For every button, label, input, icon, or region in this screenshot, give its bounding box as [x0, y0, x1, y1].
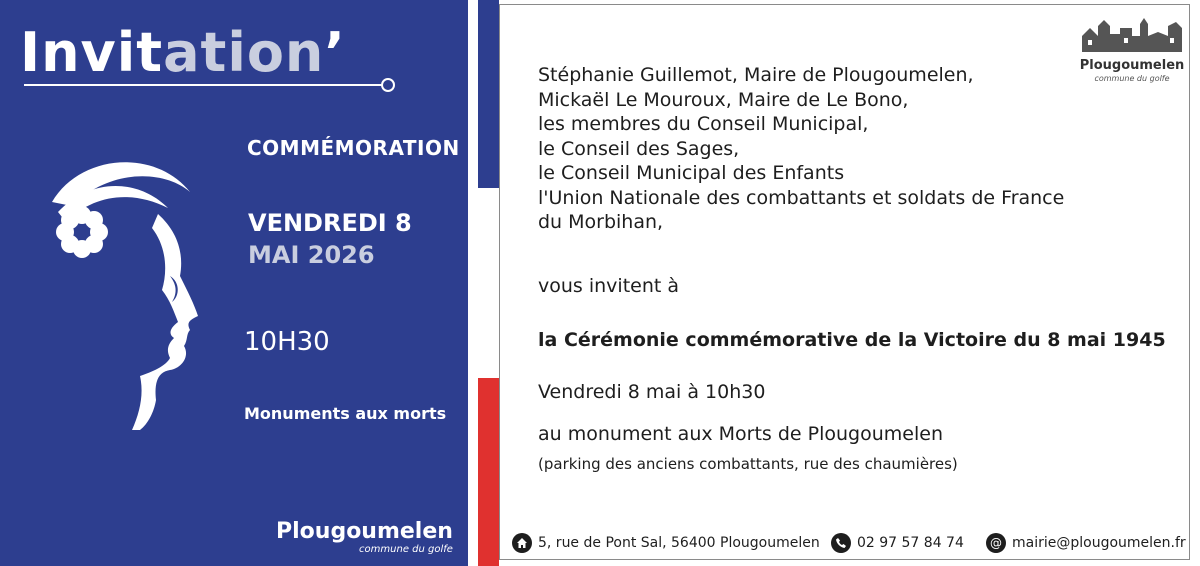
parking-note: (parking des anciens combattants, rue des chaumières) — [538, 455, 958, 473]
invitation-title — [20, 18, 346, 88]
title-underline-dot — [381, 78, 395, 92]
ceremony-title: la Cérémonie commémorative de la Victoire du 8 mai 1945 — [538, 329, 1166, 351]
flag-bar-red — [478, 378, 499, 566]
event-date-line2: MAI 2026 — [248, 241, 375, 269]
event-date-line1: VENDREDI 8 — [248, 209, 412, 237]
contact-email — [986, 533, 1186, 553]
title-part-end: ’ — [324, 21, 346, 84]
profile-illustration — [20, 150, 230, 430]
invitee-line: Mickaël Le Mouroux, Maire de Le Bono, — [538, 88, 909, 111]
flag-bar-blue — [478, 0, 499, 188]
logo-name: Plougoumelen — [276, 519, 453, 544]
flower-icon — [56, 206, 108, 258]
email-address[interactable]: mairie@plougoumelen.fr — [1012, 535, 1186, 551]
title-part-main: Invit — [20, 21, 164, 84]
profile-outline — [132, 214, 198, 430]
commemoration-label: COMMÉMORATION — [247, 136, 460, 160]
invitee-line: les membres du Conseil Municipal, — [538, 113, 869, 135]
address-text: 5, rue de Pont Sal, 56400 Plougoumelen — [538, 535, 820, 551]
title-underline — [24, 84, 388, 86]
phone-icon — [831, 533, 851, 553]
logo-tagline: commune du golfe — [1094, 74, 1170, 83]
divider-line — [471, 0, 474, 566]
title-part-light: ation — [163, 21, 325, 84]
phone-number[interactable]: 02 97 57 84 74 — [857, 535, 964, 551]
home-icon — [512, 533, 532, 553]
contact-phone — [831, 533, 964, 553]
event-time: 10H30 — [244, 327, 330, 357]
logo-name: Plougoumelen — [1079, 58, 1185, 73]
invitee-line: Stéphanie Guillemot, Maire de Plougoumelen, — [538, 64, 974, 86]
ceremony-datetime: Vendredi 8 mai à 10h30 — [538, 381, 766, 403]
logo-tagline: commune du golfe — [359, 544, 453, 555]
plougoumelen-logo-right — [1078, 18, 1186, 83]
ceremony-location: au monument aux Morts de Plougoumelen — [538, 423, 943, 445]
invitee-line: l'Union Nationale des combattants et soldats de France — [538, 186, 1065, 209]
invitee-line: le Conseil Municipal des Enfants — [538, 162, 845, 184]
contact-address — [512, 533, 820, 553]
invitee-line: du Morbihan, — [538, 211, 664, 233]
email-icon: @ — [986, 533, 1006, 553]
invitee-line: le Conseil des Sages, — [538, 137, 740, 160]
village-skyline-icon — [1080, 18, 1184, 54]
plougoumelen-logo-left — [276, 520, 453, 556]
event-place: Monuments aux morts — [244, 404, 447, 423]
invite-text: vous invitent à — [538, 275, 680, 297]
invitees-list — [538, 63, 1064, 235]
left-panel — [0, 0, 468, 566]
